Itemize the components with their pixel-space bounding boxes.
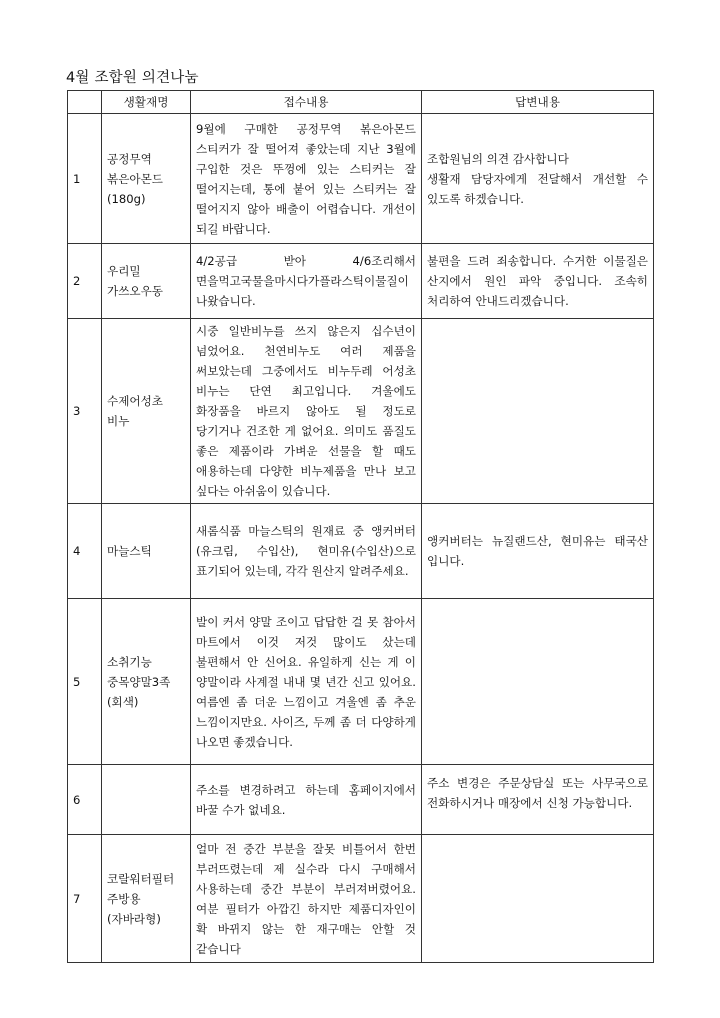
answer-content: 불편을 드려 죄송합니다. 수거한 이물질은 산지에서 원인 파악 중입니다. 조속히 처리하여 안내드리겠습니다. (422, 244, 654, 319)
header-content: 접수내용 (191, 91, 422, 114)
answer-content: 앵커버터는 뉴질랜드산, 현미유는 태국산 입니다. (422, 504, 654, 599)
table-row (68, 319, 654, 504)
request-content: 새롬식품 마늘스틱의 원재료 중 앵커버터(유크림, 수입산), 현미유(수입산)으로 표기되어 있는데, 각각 원산지 알려주세요. (191, 504, 422, 599)
request-content: 주소를 변경하려고 하는데 홈페이지에서 바꿀 수가 없네요. (191, 765, 422, 835)
answer-content (422, 599, 654, 765)
page-title: 4월 조합원 의견나눔 (66, 70, 199, 86)
table-row (68, 599, 654, 765)
header-number (68, 91, 102, 114)
row-number: 1 (68, 114, 102, 244)
table-header-row (68, 91, 654, 114)
row-number: 2 (68, 244, 102, 319)
product-name: 수제어성초 비누 (102, 319, 191, 504)
request-content: 9월에 구매한 공정무역 볶은아몬드 스티커가 잘 떨어져 좋았는데 지난 3월에 구입한 것은 뚜껑에 있는 스티커는 잘 떨어지는데, 통에 붙어 있는 스티커는 잘 떨어지지 않아 배출이 어렵습니다. 개선이 되길 바랍니다. (191, 114, 422, 244)
product-name: 소취기능 중목양말3족(회색) (102, 599, 191, 765)
product-name: 우리밀 가쓰오우동 (102, 244, 191, 319)
product-name (102, 765, 191, 835)
header-product: 생활재명 (102, 91, 191, 114)
answer-content (422, 319, 654, 504)
table-row (68, 765, 654, 835)
table-row (68, 244, 654, 319)
header-answer: 답변내용 (422, 91, 654, 114)
row-number: 7 (68, 835, 102, 963)
table-row (68, 835, 654, 963)
row-number: 3 (68, 319, 102, 504)
answer-content: 조합원님의 의견 감사합니다 생활재 담당자에게 전달해서 개선할 수 있도록 하겠습니다. (422, 114, 654, 244)
answer-content: 주소 변경은 주문상담실 또는 사무국으로 전화하시거나 매장에서 신청 가능합니다. (422, 765, 654, 835)
product-name: 코랄워터필터 주방용(자바라형) (102, 835, 191, 963)
row-number: 4 (68, 504, 102, 599)
request-content: 4/2공급 받아 4/6조리해서 면을먹고국물을마시다가플라스틱이물질이나왔습니다. (191, 244, 422, 319)
request-content: 시중 일반비누를 쓰지 않은지 십수년이 넘었어요. 천연비누도 여러 제품을 써보았는데 그중에서도 비누두레 어성초 비누는 단연 최고입니다. 겨울에도 화장품을 바르지 않아도 될 정도로 당기거나 건조한 게 없어요. 의미도 품질도 좋은 제품이라 가벼운 선물을 할 때도 애용하는데 다양한 비누제품을 만나 보고 싶다는 아쉬움이 있습니다. (191, 319, 422, 504)
request-content: 발이 커서 양말 조이고 답답한 걸 못 참아서 마트에서 이것 저것 많이도 샀는데 불편해서 안 신어요. 유일하게 신는 게 이 양말이라 사계절 내내 몇 년간 신고 있어요. 여름엔 좀 더운 느낌이고 겨울엔 좀 추운 느낌이지만요. 사이즈, 두께 좀 더 다양하게 나오면 좋겠습니다. (191, 599, 422, 765)
table-row (68, 114, 654, 244)
answer-content (422, 835, 654, 963)
row-number: 5 (68, 599, 102, 765)
row-number: 6 (68, 765, 102, 835)
product-name: 공정무역 볶은아몬드 (180g) (102, 114, 191, 244)
request-content: 얼마 전 중간 부분을 잘못 비틀어서 한번 부러뜨렸는데 제 실수라 다시 구매해서 사용하는데 중간 부분이 부러져버렸어요. 여분 필터가 아깝긴 하지만 제품디자인이 확 바뀌지 않는 한 재구매는 안할 것 같습니다 (191, 835, 422, 963)
opinion-table (67, 90, 654, 963)
table-row (68, 504, 654, 599)
product-name: 마늘스틱 (102, 504, 191, 599)
